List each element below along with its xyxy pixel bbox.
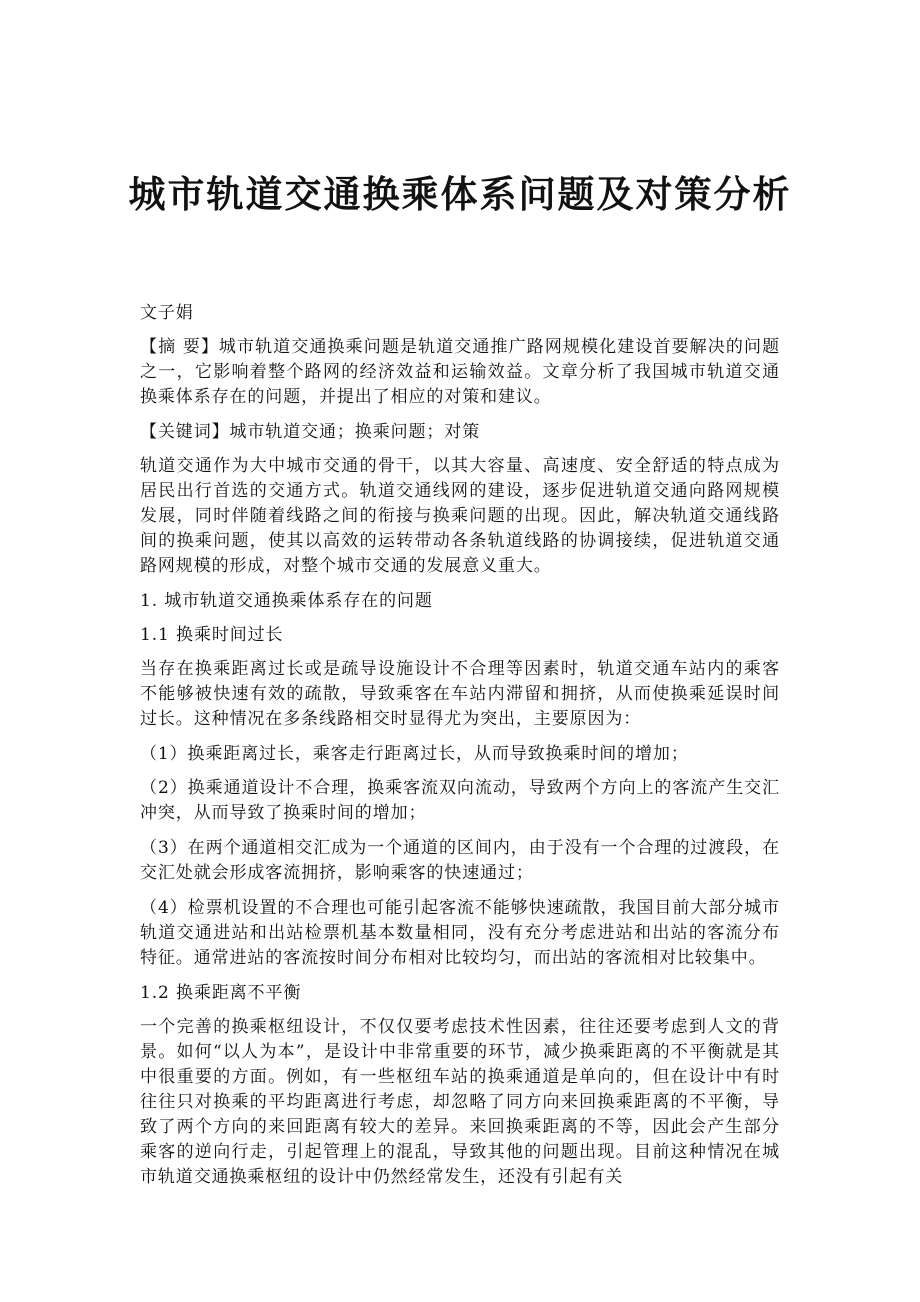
list-item-3: （3）在两个通道相交汇成为一个通道的区间内，由于没有一个合理的过渡段，在交汇处就会形成客流拥挤，影响乘客的快速通过； (140, 838, 780, 883)
keywords-line: 【关键词】城市轨道交通；换乘问题；对策 (140, 422, 481, 442)
list-item-2: （2）换乘通道设计不合理，换乘客流双向流动，导致两个方向上的客流产生交汇冲突，从而导致了换乘时间的增加； (140, 778, 780, 823)
author-name: 文子娟 (140, 303, 194, 323)
paragraph-1-2: 一个完善的换乘枢纽设计，不仅仅要考虑技术性因素，往往还要考虑到人文的背景。如何“以人为本”，是设计中非常重要的环节，减少换乘距离的不平衡就是其中很重要的方面。例如，有一些枢纽车站的换乘通道是单向的，但在设计中有时往往只对换乘的平均距离进行考虑，却忽略了同方向来回换乘距离的不平衡，导致了两个方向的来回距离有较大的差异。来回换乘距离的不等，因此会产生部分乘客的逆向行走，引起管理上的混乱，导致其他的问题出现。目前这种情况在城市轨道交通换乘枢纽的设计中仍然经常发生，还没有引起有关 (140, 1017, 780, 1187)
document-title: 城市轨道交通换乘体系问题及对策分析 (128, 172, 792, 216)
subsection-heading-1-2: 1.2 换乘距离不平衡 (140, 983, 302, 1003)
list-item-1: （1）换乘距离过长，乘客走行距离过长，从而导致换乘时间的增加； (140, 744, 689, 764)
intro-paragraph: 轨道交通作为大中城市交通的骨干，以其大容量、高速度、安全舒适的特点成为居民出行首选的交通方式。轨道交通线网的建设，逐步促进轨道交通向路网规模发展，同时伴随着线路之间的衔接与换乘问题的出现。因此，解决轨道交通线路间的换乘问题，使其以高效的运转带动各条轨道线路的协调接续，促进轨道交通路网规模的形成，对整个城市交通的发展意义重大。 (140, 456, 780, 576)
document-body (140, 301, 780, 1200)
abstract-paragraph: 【摘 要】城市轨道交通换乘问题是轨道交通推广路网规模化建设首要解决的问题之一，它影响着整个路网的经济效益和运输效益。文章分析了我国城市轨道交通换乘体系存在的问题，并提出了相应的对策和建议。 (140, 337, 780, 407)
list-item-4: （4）检票机设置的不合理也可能引起客流不能够快速疏散，我国目前大部分城市轨道交通进站和出站检票机基本数量相同，没有充分考虑进站和出站的客流分布特征。通常进站的客流按时间分布相对比较均匀，而出站的客流相对比较集中。 (140, 898, 780, 968)
paragraph-1-1: 当存在换乘距离过长或是疏导设施设计不合理等因素时，轨道交通车站内的乘客不能够被快速有效的疏散，导致乘客在车站内滞留和拥挤，从而使换乘延误时间过长。这种情况在多条线路相交时显得尤为突出，主要原因为： (140, 659, 780, 729)
section-heading-1: 1. 城市轨道交通换乘体系存在的问题 (140, 591, 433, 611)
subsection-heading-1-1: 1.1 换乘时间过长 (140, 625, 284, 645)
